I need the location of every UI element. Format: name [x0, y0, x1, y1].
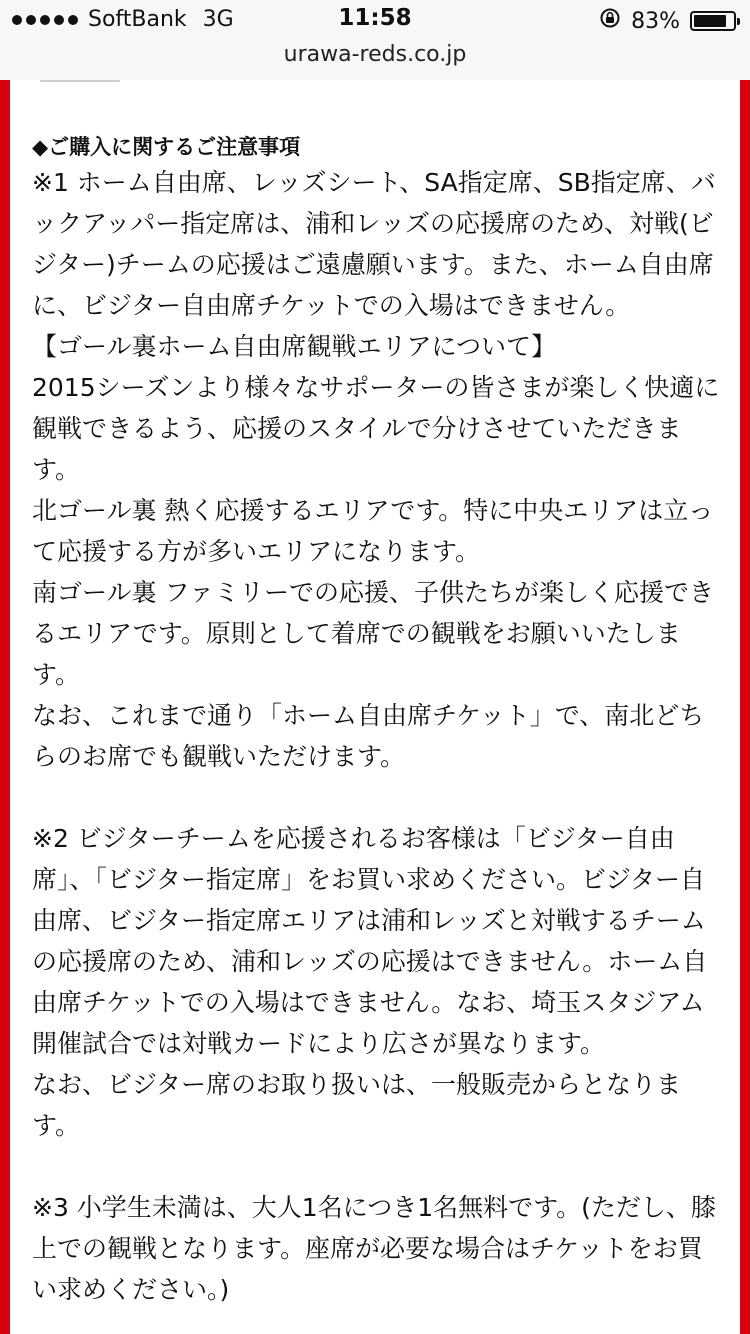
battery-icon	[690, 11, 736, 31]
address-bar[interactable]	[0, 40, 750, 80]
note-2: ※2 ビジターチームを応援されるお客様は「ビジター自由席」、「ビジター指定席」をお買い求めください。ビジター自由席、ビジター指定席エリアは浦和レッズと対戦するチームの応援席のため、浦和レッズの応援はできません。ホーム自由席チケットでの入場はできません。なお、埼玉スタジアム開催試合では対戦カードにより広さが異なります。	[32, 824, 708, 1058]
battery-level-fill	[694, 15, 726, 27]
status-bar	[0, 0, 750, 40]
rotation-lock-icon	[599, 7, 621, 35]
status-time: 11:58	[338, 5, 412, 31]
goal-area-title: 【ゴール裏ホーム自由席観戦エリアについて】	[32, 332, 557, 361]
north-goal-area: 北ゴール裏 熱く応援するエリアです。特に中央エリアは立って応援する方が多いエリアになります。	[32, 496, 714, 566]
notice-heading: ◆ご購入に関するご注意事項	[32, 135, 301, 159]
network-type: 3G	[202, 7, 234, 32]
note-1-closing: なお、これまで通り「ホーム自由席チケット」で、南北どちらのお席でも観戦いただけます。	[32, 701, 705, 771]
note-1: ※1 ホーム自由席、レッズシート、SA指定席、SB指定席、バックアッパー指定席は、浦和レッズの応援席のため、対戦(ビジター)チームの応援はご遠慮願います。また、ホーム自由席に、ビジター自由席チケットでの入場はできません。	[32, 168, 716, 320]
spacer	[32, 777, 722, 818]
web-page[interactable]	[0, 80, 750, 1334]
url-text[interactable]: urawa-reds.co.jp	[283, 42, 467, 67]
page-border-left	[0, 80, 10, 1334]
spacer	[32, 1146, 722, 1187]
carrier-name: SoftBank	[88, 7, 187, 32]
notice-content	[32, 132, 722, 1310]
page-border-right	[740, 80, 750, 1334]
goal-area-intro: 2015シーズンより様々なサポーターの皆さまが楽しく快適に観戦できるよう、応援のスタイルで分けさせていただきます。	[32, 373, 720, 484]
clipped-text-remnant	[40, 80, 120, 82]
battery-percent: 83%	[631, 8, 680, 34]
south-goal-area: 南ゴール裏 ファミリーでの応援、子供たちが楽しく応援できるエリアです。原則として着席での観戦をお願いいたします。	[32, 578, 714, 689]
status-right	[599, 7, 736, 35]
note-2-closing: なお、ビジター席のお取り扱いは、一般販売からとなります。	[32, 1070, 682, 1140]
note-3: ※3 小学生未満は、大人1名につき1名無料です。(ただし、膝上での観戦となります。座席が必要な場合はチケットをお買い求めください。)	[32, 1193, 716, 1304]
